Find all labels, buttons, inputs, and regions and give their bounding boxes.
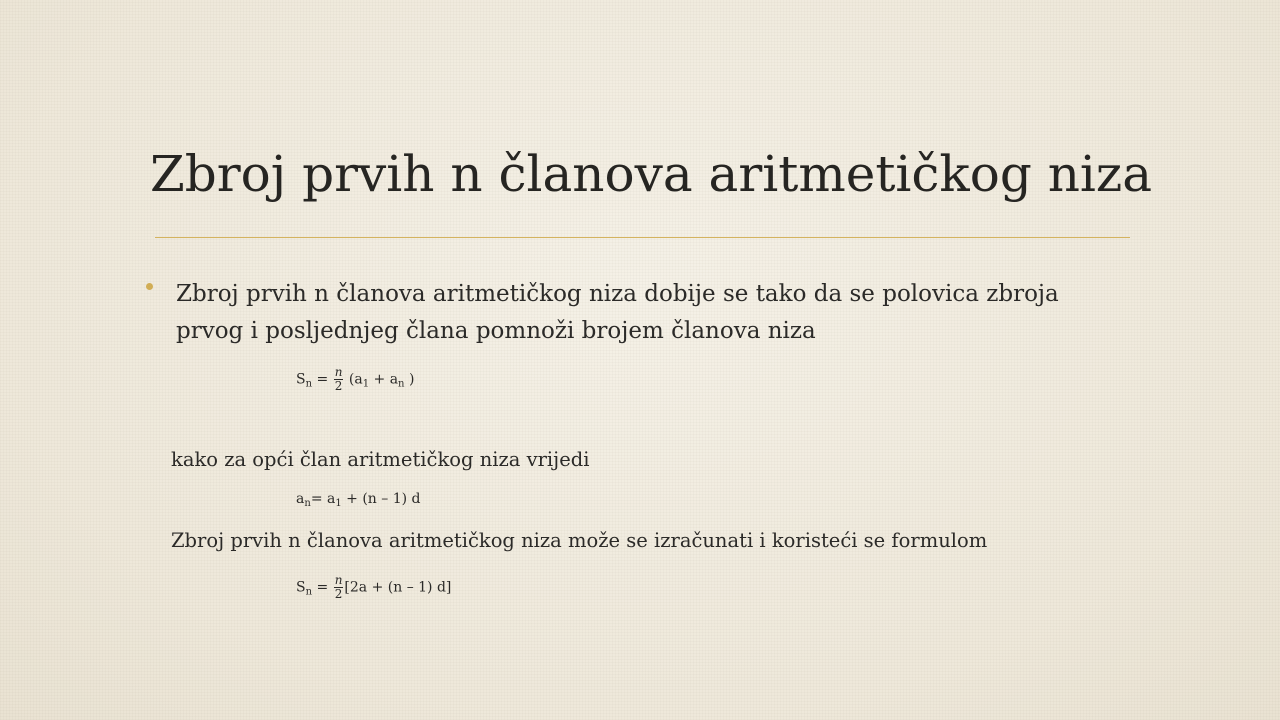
formula-sum-alternative xyxy=(296,574,451,601)
formula-subscript: n xyxy=(304,498,311,509)
fraction-numerator: n xyxy=(334,365,343,379)
formula-subscript: n xyxy=(398,378,405,390)
formula-operator: = xyxy=(312,371,333,388)
formula-subscript: 1 xyxy=(335,498,342,509)
formula-term: [2a + (n – 1) d] xyxy=(344,579,452,596)
formula-term: ) xyxy=(404,371,415,388)
formula-subscript: n xyxy=(305,378,313,390)
formula-fraction xyxy=(334,574,344,601)
bullet-text-line-2: prvog i posljednjeg člana pomnoži brojem članova niza xyxy=(176,318,816,344)
formula-term: + (n – 1) d xyxy=(341,491,421,507)
formula-term: + a xyxy=(369,371,399,388)
slide-title: Zbroj prvih n članova aritmetičkog niza xyxy=(150,145,1153,203)
formula-symbol: S xyxy=(296,371,306,388)
fraction-denominator: 2 xyxy=(334,379,343,393)
formula-subscript: n xyxy=(305,586,313,598)
title-divider xyxy=(155,237,1130,238)
formula-fraction xyxy=(334,366,344,393)
general-term-intro: kako za opći član aritmetičkog niza vrijedi xyxy=(171,448,590,471)
formula-term: (a xyxy=(344,371,363,388)
formula-symbol: S xyxy=(296,579,306,596)
alternative-formula-intro: Zbroj prvih n članova aritmetičkog niza može se izračunati i koristeći se formulom xyxy=(171,529,988,552)
formula-term: = a xyxy=(310,491,336,507)
fraction-numerator: n xyxy=(334,573,343,587)
formula-operator: = xyxy=(312,579,333,596)
fraction-denominator: 2 xyxy=(334,587,343,601)
formula-general-term xyxy=(296,490,421,508)
bullet-text-line-1: Zbroj prvih n članova aritmetičkog niza dobije se tako da se polovica zbroja xyxy=(176,281,1059,307)
formula-sum-first-last xyxy=(296,366,414,393)
formula-subscript: 1 xyxy=(362,378,370,390)
bullet-dot-icon xyxy=(146,283,153,290)
formula-symbol: a xyxy=(296,491,305,507)
bullet-text xyxy=(176,276,1136,350)
